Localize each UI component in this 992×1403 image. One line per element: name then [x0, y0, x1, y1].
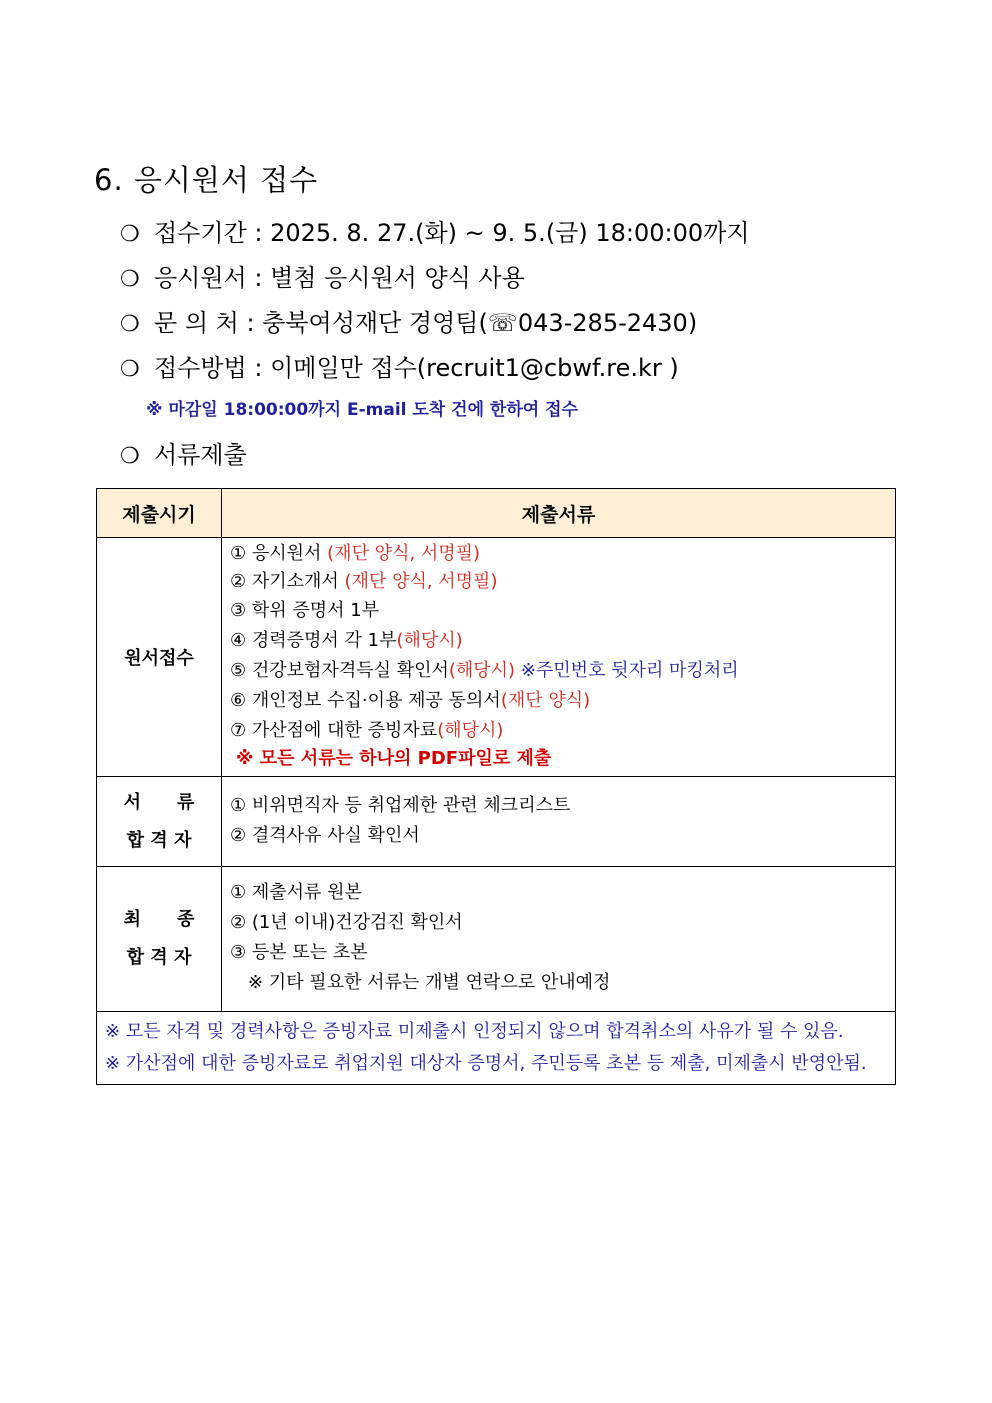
bullet-contact	[120, 303, 697, 338]
list-item: ⑦ 가산점에 대한 증빙자료(해당시)	[230, 720, 504, 741]
footnote-row	[97, 1012, 896, 1085]
list-item: ⑤ 건강보험자격득실 확인서(해당시) ※주민번호 뒷자리 마킹처리	[230, 660, 739, 681]
list-item: ② 자기소개서 (재단 양식, 서명필)	[230, 571, 498, 592]
circle-bullet-icon: ❍	[120, 444, 140, 469]
etc-note: ※ 기타 필요한 서류는 개별 연락으로 안내예정	[248, 972, 611, 993]
documents-cell	[222, 538, 896, 777]
list-item: ⑥ 개인정보 수집·이용 제공 동의서(재단 양식)	[230, 690, 591, 711]
deadline-note: ※ 마감일 18:00:00까지 E-mail 도착 건에 한하여 접수	[146, 400, 578, 420]
circle-bullet-icon: ❍	[120, 267, 140, 292]
table-header-row	[97, 489, 896, 538]
list-item: ③ 등본 또는 초본	[230, 942, 368, 963]
bullet-text: 문 의 처 : 충북여성재단 경영팀(☏043-285-2430)	[154, 309, 698, 337]
table-row	[97, 777, 896, 867]
circle-bullet-icon: ❍	[120, 222, 140, 247]
list-item: ② (1년 이내)건강검진 확인서	[230, 912, 463, 933]
list-item: ① 비위면직자 등 취업제한 관련 체크리스트	[230, 794, 571, 816]
circle-bullet-icon: ❍	[120, 312, 140, 337]
stage-cell: 서 류 합 격 자	[97, 777, 222, 867]
footnote: ※ 가산점에 대한 증빙자료로 취업지원 대상자 증명서, 주민등록 초본 등 제출, 미제출시 반영안됨.	[105, 1053, 867, 1074]
footnote: ※ 모든 자격 및 경력사항은 증빙자료 미제출시 인정되지 않으며 합격취소의 사유가 될 수 있음.	[105, 1021, 844, 1042]
header-documents: 제출서류	[222, 489, 896, 538]
table-row	[97, 867, 896, 1012]
bullet-text: 접수기간 : 2025. 8. 27.(화) ~ 9. 5.(금) 18:00:00까지	[154, 219, 750, 247]
footnotes-cell	[97, 1012, 896, 1085]
bullet-period	[120, 213, 750, 248]
list-item: ① 응시원서 (재단 양식, 서명필)	[230, 543, 481, 564]
table-row	[97, 538, 896, 777]
documents-table	[96, 488, 896, 1085]
bullet-documents	[120, 435, 247, 470]
list-item: ① 제출서류 원본	[230, 882, 362, 903]
bullet-text: 서류제출	[154, 441, 247, 469]
list-item: ④ 경력증명서 각 1부(해당시)	[230, 630, 463, 651]
bullet-method	[120, 348, 679, 383]
list-item: ③ 학위 증명서 1부	[230, 600, 380, 621]
pdf-warning: ※ 모든 서류는 하나의 PDF파일로 제출	[236, 748, 552, 769]
documents-cell	[222, 777, 896, 867]
stage-cell: 원서접수	[97, 538, 222, 777]
bullet-text: 접수방법 : 이메일만 접수(recruit1@cbwf.re.kr )	[154, 354, 679, 382]
list-item: ② 결격사유 사실 확인서	[230, 824, 420, 846]
header-stage: 제출시기	[97, 489, 222, 538]
bullet-text: 응시원서 : 별첨 응시원서 양식 사용	[154, 264, 525, 292]
bullet-form	[120, 258, 525, 293]
documents-cell	[222, 867, 896, 1012]
section-title: 6. 응시원서 접수	[94, 163, 319, 197]
stage-cell: 최 종 합 격 자	[97, 867, 222, 1012]
circle-bullet-icon: ❍	[120, 357, 140, 382]
